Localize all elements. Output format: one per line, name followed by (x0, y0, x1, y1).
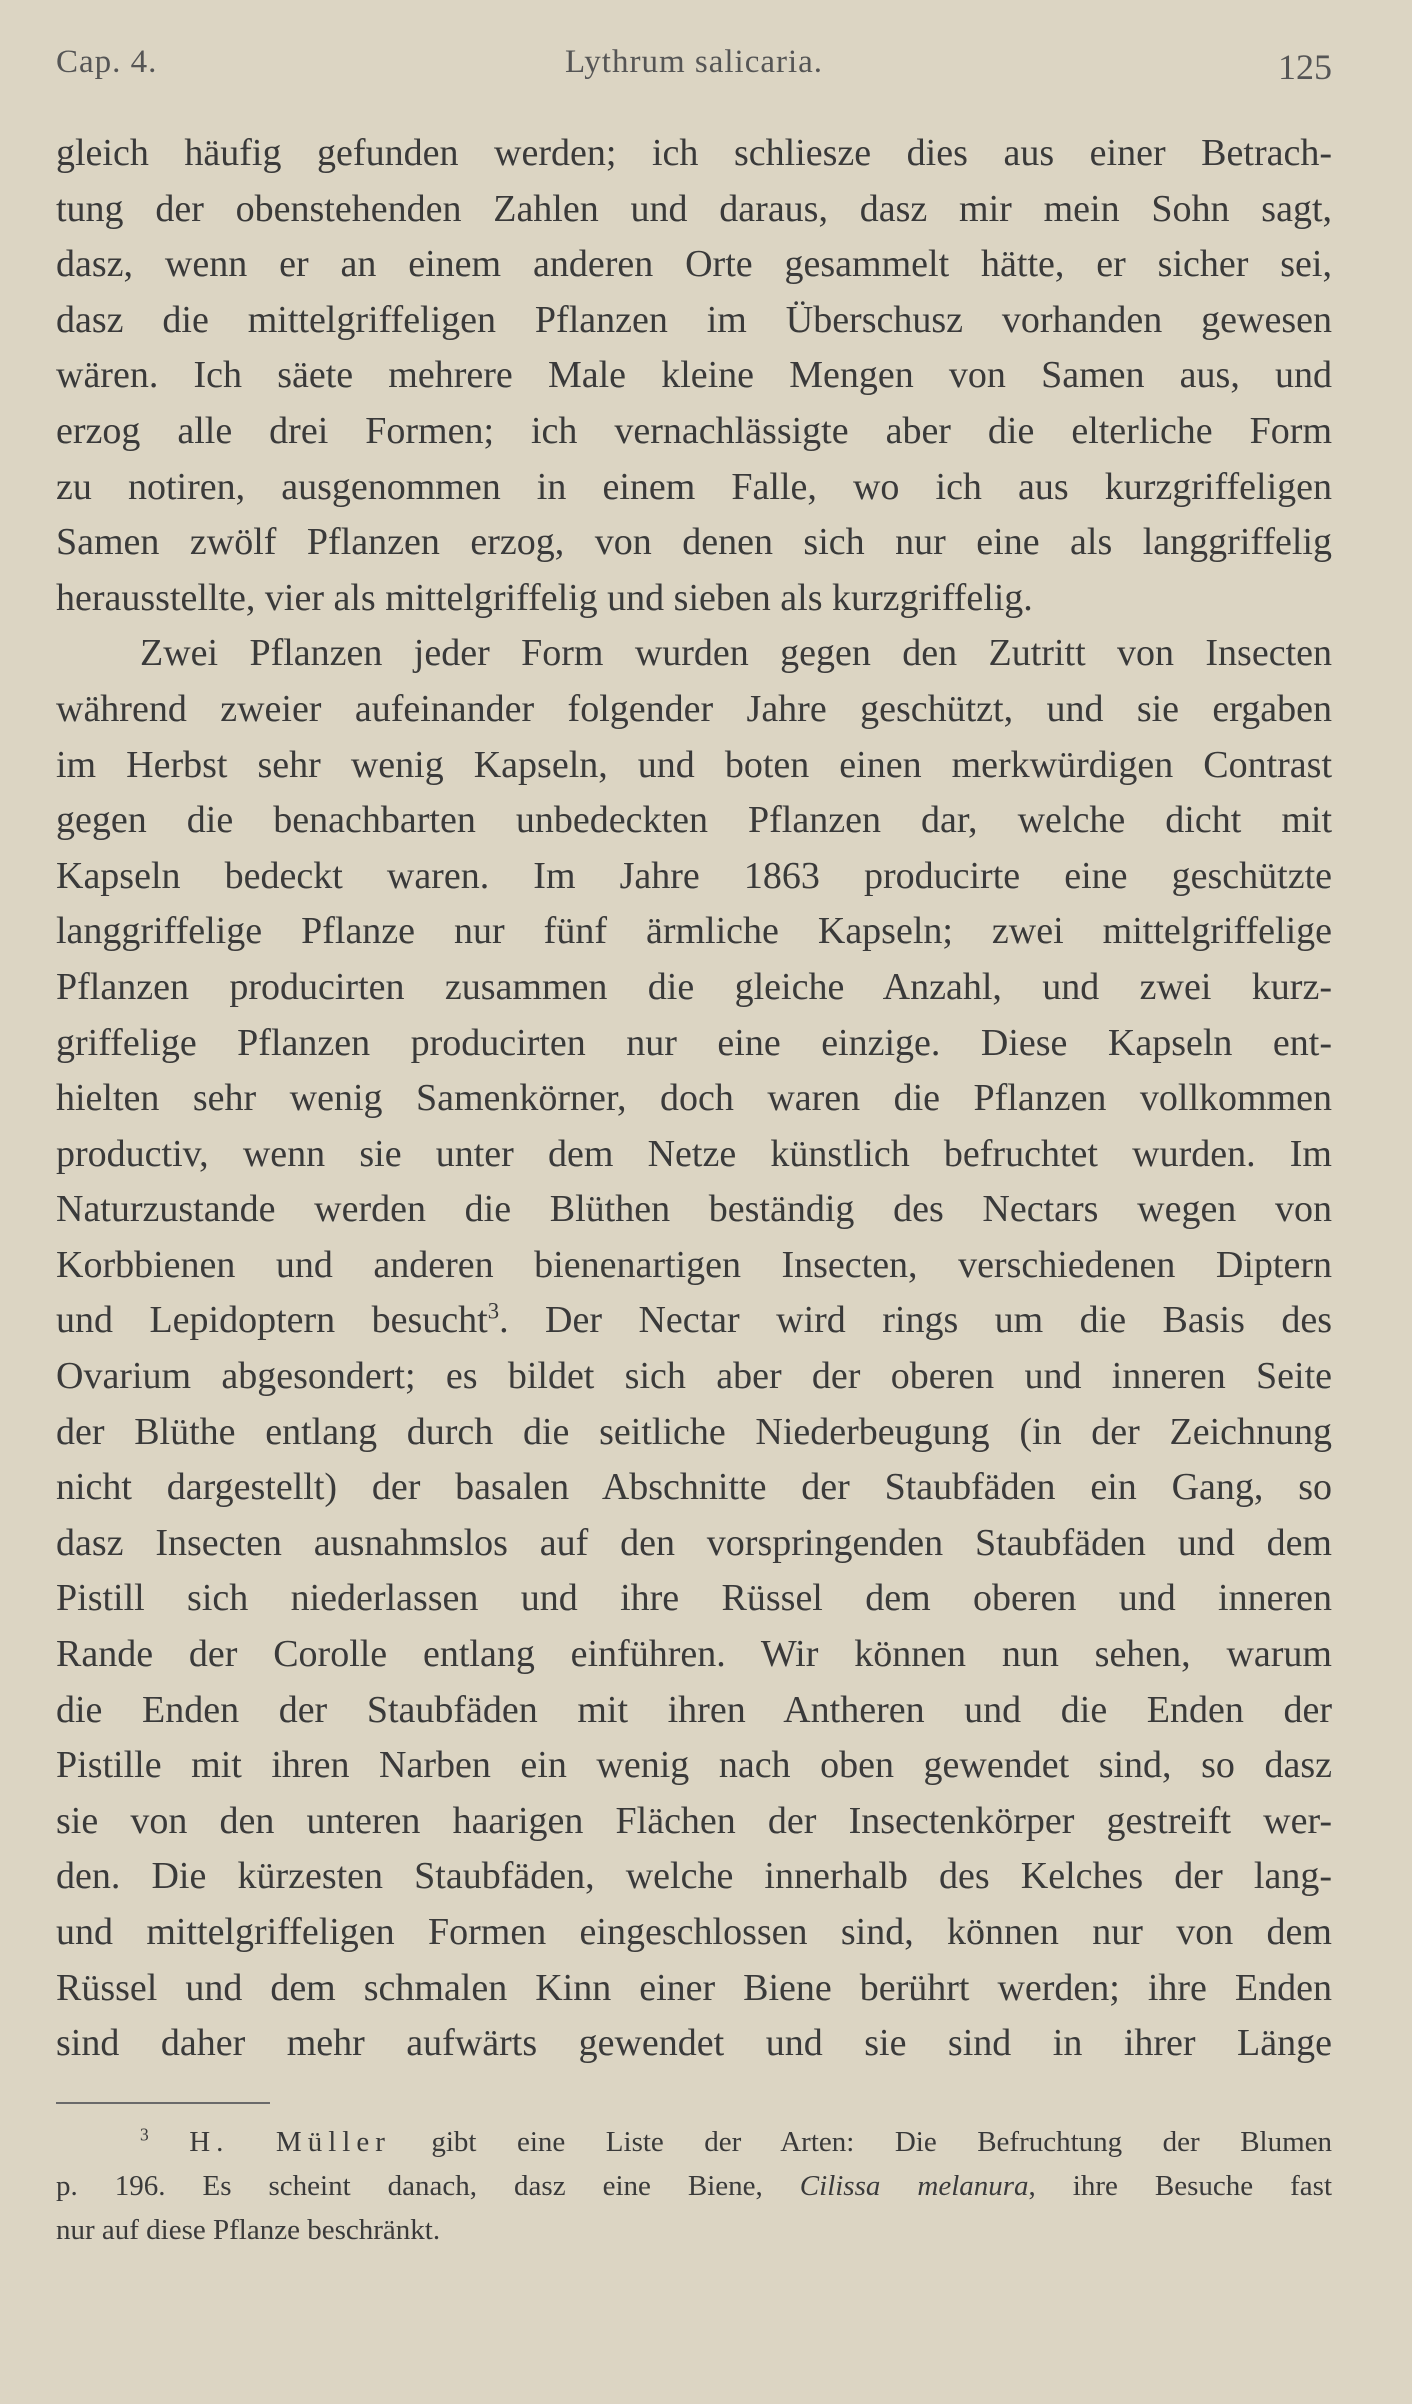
text-line: Rüssel und dem schmalen Kinn einer Biene berührt werden; ihre Enden (56, 1966, 1332, 2009)
footnote-text: gibt eine Liste der Arten: Die Befruchtung der Blumen (431, 2126, 1332, 2158)
text-line: dasz, wenn er an einem anderen Orte gesammelt hätte, er sicher sei, (56, 243, 1332, 286)
species-name: Cilissa melanura (799, 2170, 1029, 2202)
text-line: Kapseln bedeckt waren. Im Jahre 1863 producirte eine geschützte (56, 854, 1332, 897)
text-line: der Blüthe entlang durch die seitliche Niederbeugung (in der Zeichnung (56, 1410, 1332, 1453)
text-line: gleich häufig gefunden werden; ich schliesze dies aus einer Betrach- (56, 132, 1332, 174)
text-line: Pflanzen producirten zusammen die gleiche Anzahl, und zwei kurz- (56, 965, 1332, 1008)
text-line: sind daher mehr aufwärts gewendet und sie sind in ihrer Länge (56, 2022, 1332, 2065)
running-title: Lythrum salicaria. (564, 44, 824, 80)
footnote-line (56, 2120, 1332, 2164)
text-line: die Enden der Staubfäden mit ihren Antheren und die Enden der (56, 1688, 1332, 1731)
text-line: Samen zwölf Pflanzen erzog, von denen sich nur eine als langgriffelig (56, 521, 1332, 564)
text-line: Naturzustande werden die Blüthen beständig des Nectars wegen von (56, 1188, 1332, 1231)
text-line: nicht dargestellt) der basalen Abschnitte der Staubfäden ein Gang, so (56, 1466, 1332, 1509)
text-segment: und Lepidoptern besucht (56, 1299, 488, 1342)
text-segment: . Der Nectar wird rings um die Basis des (499, 1299, 1332, 1342)
text-line: wären. Ich säete mehrere Male kleine Mengen von Samen aus, und (56, 354, 1332, 397)
text-line: dasz die mittelgriffeligen Pflanzen im Überschusz vorhanden gewesen (56, 298, 1332, 341)
footnote-reference: 3 (487, 1298, 500, 1324)
footnote-text: , ihre Besuche fast (1028, 2170, 1332, 2202)
text-line: im Herbst sehr wenig Kapseln, und boten einen merkwürdigen Contrast (56, 743, 1332, 786)
footnote-marker: 3 (140, 2124, 149, 2145)
text-line: Zwei Pflanzen jeder Form wurden gegen den Zutritt von Insecten (140, 632, 1332, 675)
text-line: gegen die benachbarten unbedeckten Pflanzen dar, welche dicht mit (56, 799, 1332, 842)
text-line: griffelige Pflanzen producirten nur eine einzige. Diese Kapseln ent- (56, 1021, 1332, 1064)
footnote (56, 2120, 1332, 2252)
text-line: Pistill sich niederlassen und ihre Rüssel dem oberen und inneren (56, 1577, 1332, 1620)
chapter-label: Cap. 4. (56, 44, 158, 80)
text-line-with-footnote-ref (56, 1293, 1332, 1349)
text-line: productiv, wenn sie unter dem Netze künstlich befruchtet wurden. Im (56, 1132, 1332, 1175)
text-line: Pistille mit ihren Narben ein wenig nach oben gewendet sind, so dasz (56, 1744, 1332, 1787)
footnote-divider (56, 2102, 270, 2104)
text-line: Korbbienen und anderen bienenartigen Insecten, verschiedenen Diptern (56, 1243, 1332, 1286)
text-line: hielten sehr wenig Samenkörner, doch waren die Pflanzen vollkommen (56, 1077, 1332, 1120)
text-line: herausstellte, vier als mittelgriffelig und sieben als kurzgriffelig. (56, 576, 1033, 619)
text-line: den. Die kürzesten Staubfäden, welche innerhalb des Kelches der lang- (56, 1855, 1332, 1898)
footnote-line: nur auf diese Pflanze beschränkt. (56, 2214, 441, 2246)
text-line: Rande der Corolle entlang einführen. Wir können nun sehen, warum (56, 1633, 1332, 1676)
footnote-text: p. 196. Es scheint danach, dasz eine Biene, (56, 2170, 763, 2202)
footnote-line (56, 2164, 1332, 2208)
text-line: tung der obenstehenden Zahlen und daraus, dasz mir mein Sohn sagt, (56, 187, 1332, 230)
text-line: Ovarium abgesondert; es bildet sich aber der oberen und inneren Seite (56, 1355, 1332, 1398)
page-number: 125 (1278, 47, 1332, 87)
text-line: zu notiren, ausgenommen in einem Falle, wo ich aus kurzgriffeligen (56, 465, 1332, 508)
footnote-author: H. Müller (189, 2126, 391, 2158)
running-header (56, 40, 1332, 90)
text-line: langgriffelige Pflanze nur fünf ärmliche Kapseln; zwei mittelgriffelige (56, 910, 1332, 953)
main-text (56, 126, 1332, 2072)
text-line: sie von den unteren haarigen Flächen der Insectenkörper gestreift wer- (56, 1799, 1332, 1842)
text-line: dasz Insecten ausnahmslos auf den vorspringenden Staubfäden und dem (56, 1521, 1332, 1564)
text-line: während zweier aufeinander folgender Jahre geschützt, und sie ergaben (56, 687, 1332, 730)
text-line: erzog alle drei Formen; ich vernachlässigte aber die elterliche Form (56, 409, 1332, 452)
text-line: und mittelgriffeligen Formen eingeschlossen sind, können nur von dem (56, 1911, 1332, 1953)
